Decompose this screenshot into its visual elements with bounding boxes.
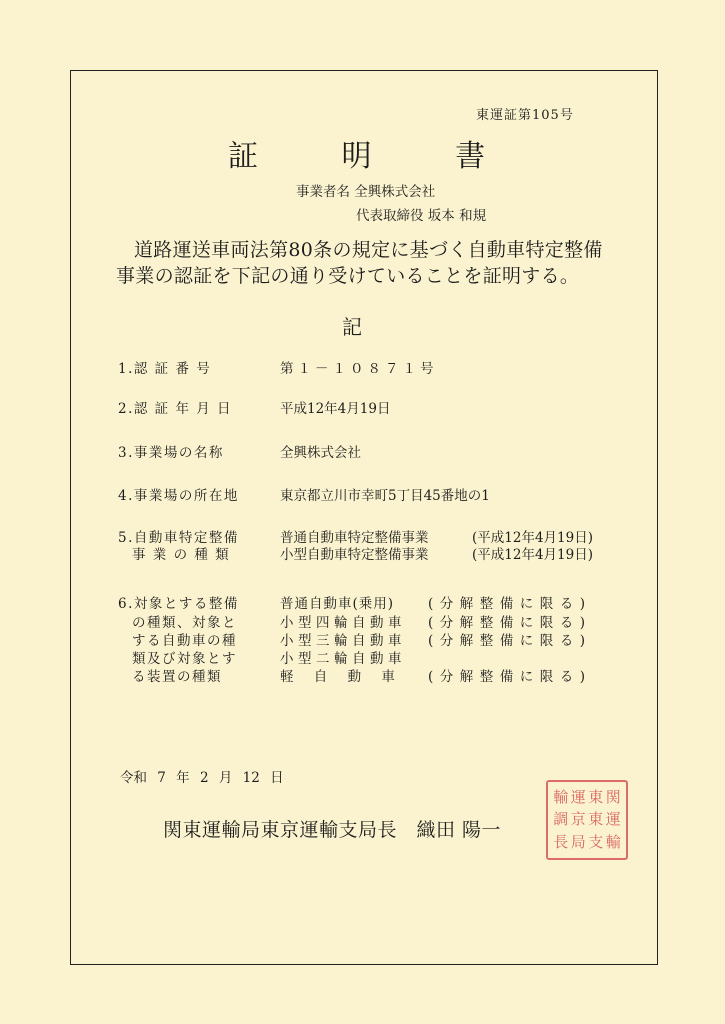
item-6-label-line-1: 6.対象とする整備: [118, 596, 239, 612]
document-number: 東運証第105号: [476, 108, 574, 123]
item-6-row-2-vehicle: 小型四輪自動車: [280, 615, 406, 631]
seal-char: 輸: [553, 787, 569, 806]
issue-date: 令和 7 年 2 月 12 日: [120, 770, 284, 786]
item-6-row-1-vehicle: 普通自動車(乗用): [280, 596, 395, 612]
item-6-label-line-2: の種類、対象と: [132, 615, 237, 631]
item-6-label-line-3: する自動車の種: [132, 633, 237, 649]
item-5-label-line-2: 事 業 の 種 類: [132, 547, 231, 563]
item-6-row-2-limit: (分解整備に限る): [428, 615, 592, 631]
item-6-row-5-vehicle: 軽 自 動 車: [280, 669, 403, 685]
item-6-row-3-vehicle: 小型三輪自動車: [280, 633, 406, 649]
item-5-row-2-date: (平成12年4月19日): [472, 547, 593, 563]
item-3-value: 全興株式会社: [280, 445, 361, 461]
item-6-label-line-5: る装置の種類: [132, 669, 222, 685]
holder-company: 事業者名 全興株式会社: [296, 184, 436, 200]
item-5-label-line-1: 5.自動車特定整備: [118, 530, 239, 546]
title-char-1: 証: [228, 139, 258, 174]
item-6-row-1-limit: (分解整備に限る): [428, 596, 592, 612]
seal-char: 局: [570, 833, 586, 852]
item-5-row-2-name: 小型自動車特定整備事業: [280, 547, 429, 563]
seal-char: 関: [605, 787, 621, 806]
item-2-value: 平成12年4月19日: [280, 401, 391, 417]
certificate-title: [228, 131, 485, 175]
seal-char: 輸: [605, 833, 621, 852]
item-4-label: 4.事業場の所在地: [118, 488, 239, 504]
statement-line-1: 道路運送車両法第80条の規定に基づく自動車特定整備: [134, 239, 603, 261]
seal-char: 東: [588, 787, 604, 806]
seal-char: 長: [553, 833, 569, 852]
item-4-value: 東京都立川市幸町5丁目45番地の1: [280, 488, 490, 504]
seal-char: 東: [588, 810, 604, 829]
official-seal: [546, 780, 628, 860]
statement-line-2: 事業の認証を下記の通り受けていることを証明する。: [116, 265, 580, 287]
ki-heading: 記: [342, 315, 362, 339]
item-6-row-4-vehicle: 小型二輪自動車: [280, 651, 406, 667]
item-6-label-line-4: 類及び対象とす: [132, 651, 237, 667]
item-3-label: 3.事業場の名称: [118, 445, 224, 461]
item-1-value: 第１－１０８７１号: [280, 361, 438, 377]
issuer-name: 関東運輸局東京運輸支局長 織田 陽一: [163, 819, 502, 841]
seal-char: 支: [588, 833, 604, 852]
seal-char: 運: [605, 810, 621, 829]
item-1-label: 1.認 証 番 号: [118, 361, 212, 377]
holder-representative: 代表取締役 坂本 和規: [356, 208, 487, 224]
seal-char: 京: [570, 810, 586, 829]
seal-char: 運: [570, 787, 586, 806]
title-char-2: 明: [341, 139, 372, 174]
seal-char: 調: [553, 810, 569, 829]
item-5-row-1-date: (平成12年4月19日): [472, 530, 593, 546]
item-5-row-1-name: 普通自動車特定整備事業: [280, 530, 429, 546]
item-6-row-3-limit: (分解整備に限る): [428, 633, 592, 649]
title-char-3: 書: [455, 139, 486, 174]
item-2-label: 2.認 証 年 月 日: [118, 401, 233, 417]
item-6-row-5-limit: (分解整備に限る): [428, 669, 592, 685]
